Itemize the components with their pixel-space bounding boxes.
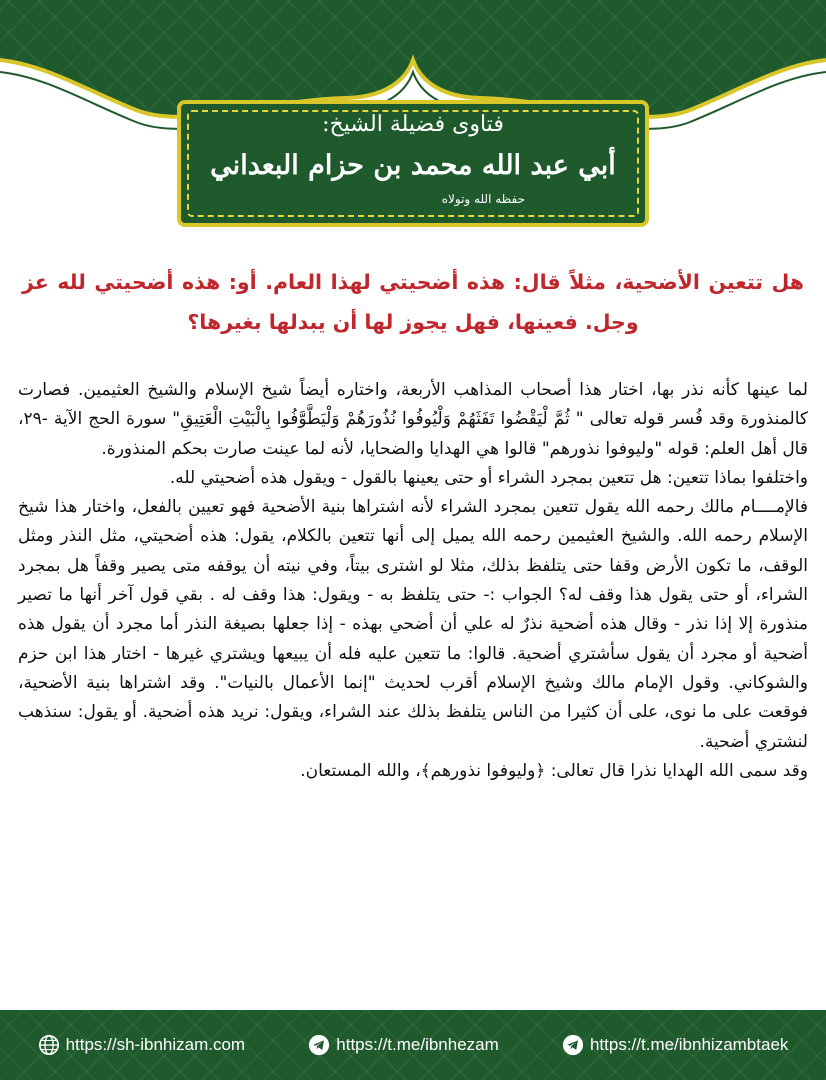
header-fatawa-label: فتاوى فضيلة الشيخ:: [322, 112, 504, 137]
website-link-text: https://sh-ibnhizam.com: [65, 1035, 246, 1054]
telegram-link-2-text: https://t.me/ibnhizambtaek: [589, 1035, 789, 1054]
header-title-box: [177, 100, 649, 227]
answer-paragraph-4: وقد سمى الله الهدايا نذرا قال تعالى: ﴿وليوفوا نذورهم﴾، والله المستعان.: [300, 760, 808, 781]
telegram-icon: [308, 1034, 330, 1056]
website-link[interactable]: [38, 1034, 246, 1056]
telegram-link-2[interactable]: [562, 1034, 788, 1056]
telegram-icon: [562, 1034, 584, 1056]
header-sheikh-name: أبي عبد الله محمد بن حزام البعداني: [210, 150, 616, 181]
header-blessing: حفظه الله وتولاه: [441, 192, 525, 206]
answer-paragraph-2: واختلفوا بماذا تتعين: هل تتعين بمجرد الشراء أو حتى يعينها بالقول - ويقول هذه أضحيتي لله.: [169, 467, 808, 488]
answer-paragraph-3: فالإمــــام مالك رحمه الله يقول تتعين بمجرد الشراء لأنه اشتراها بنية الأضحية فهو تعيين بالفعل، واختار هذا شيخ الإسلام رحمه الله. والشيخ العثيمين رحمه الله يميل إلى أنها تتعين بالكلام، يقول: هذه أضحيتي، مثل النذر ومثل الوقف، ما تكون الأرض وقفا حتى يتلفظ بذلك، مثلا لو اشترى بيتاً، وفي نيته أن يوقفه متى يصير وقفاً هل بمجرد الشراء، أو حتى يقول هذا وقف له؟ الجواب :- حتى يتلفظ به - ويقول: هذا وقف له . بقي قول آخر أنها ما تصير منذورة إلا إذا نذر - وقال هذه أضحية نذرٌ له علي أن أضحي بهذه - إذا جعلها بصيغة النذر أما مجرد أن يقول هذه أضحية أو مجرد أن يقول سأشتري أضحية. قالوا: ما تتعين عليه فله أن يبيعها ويشتري غيرها - اختار هذا ابن حزم والشوكاني. وقول الإمام مالك وشيخ الإسلام أقرب لحديث "إنما الأعمال بالنيات". وقد اشتراها بنية الأضحية، فوقعت على ما نوى، على أن كثيرا من الناس يتلفظ بذلك عند الشراء، ويقول: نريد هذه أضحية. أو يقول: سنذهب لنشتري أضحية.: [18, 497, 808, 752]
globe-icon: [38, 1034, 60, 1056]
answer-body: [18, 376, 808, 786]
question-text: هل تتعين الأضحية، مثلاً قال: هذه أضحيتي لهذا العام. أو: هذه أضحيتي لله عز وجل. فعينها، فهل يجوز لها أن يبدلها بغيرها؟: [22, 270, 804, 334]
telegram-link-1[interactable]: [308, 1034, 499, 1056]
answer-paragraph-1: لما عينها كأنه نذر بها، اختار هذا أصحاب المذاهب الأربعة، واختاره أيضاً شيخ الإسلام والشيخ العثيمين. فصارت كالمنذورة وقد فُسر قوله تعالى " ثُمَّ لْيَقْضُوا تَفَثَهُمْ وَلْيُوفُوا نُذُورَهُمْ وَلْيَطَّوَّفُوا بِالْبَيْتِ الْعَتِيقِ" سورة الحج الآية -٢٩، قال أهل العلم: قوله "وليوفوا نذورهم" قالوا هي الهدايا والضحايا، لأنه لما عينت صارت بحكم المنذورة.: [18, 380, 808, 459]
telegram-link-1-text: https://t.me/ibnhezam: [336, 1035, 499, 1054]
footer-links-bar: [0, 1010, 826, 1080]
